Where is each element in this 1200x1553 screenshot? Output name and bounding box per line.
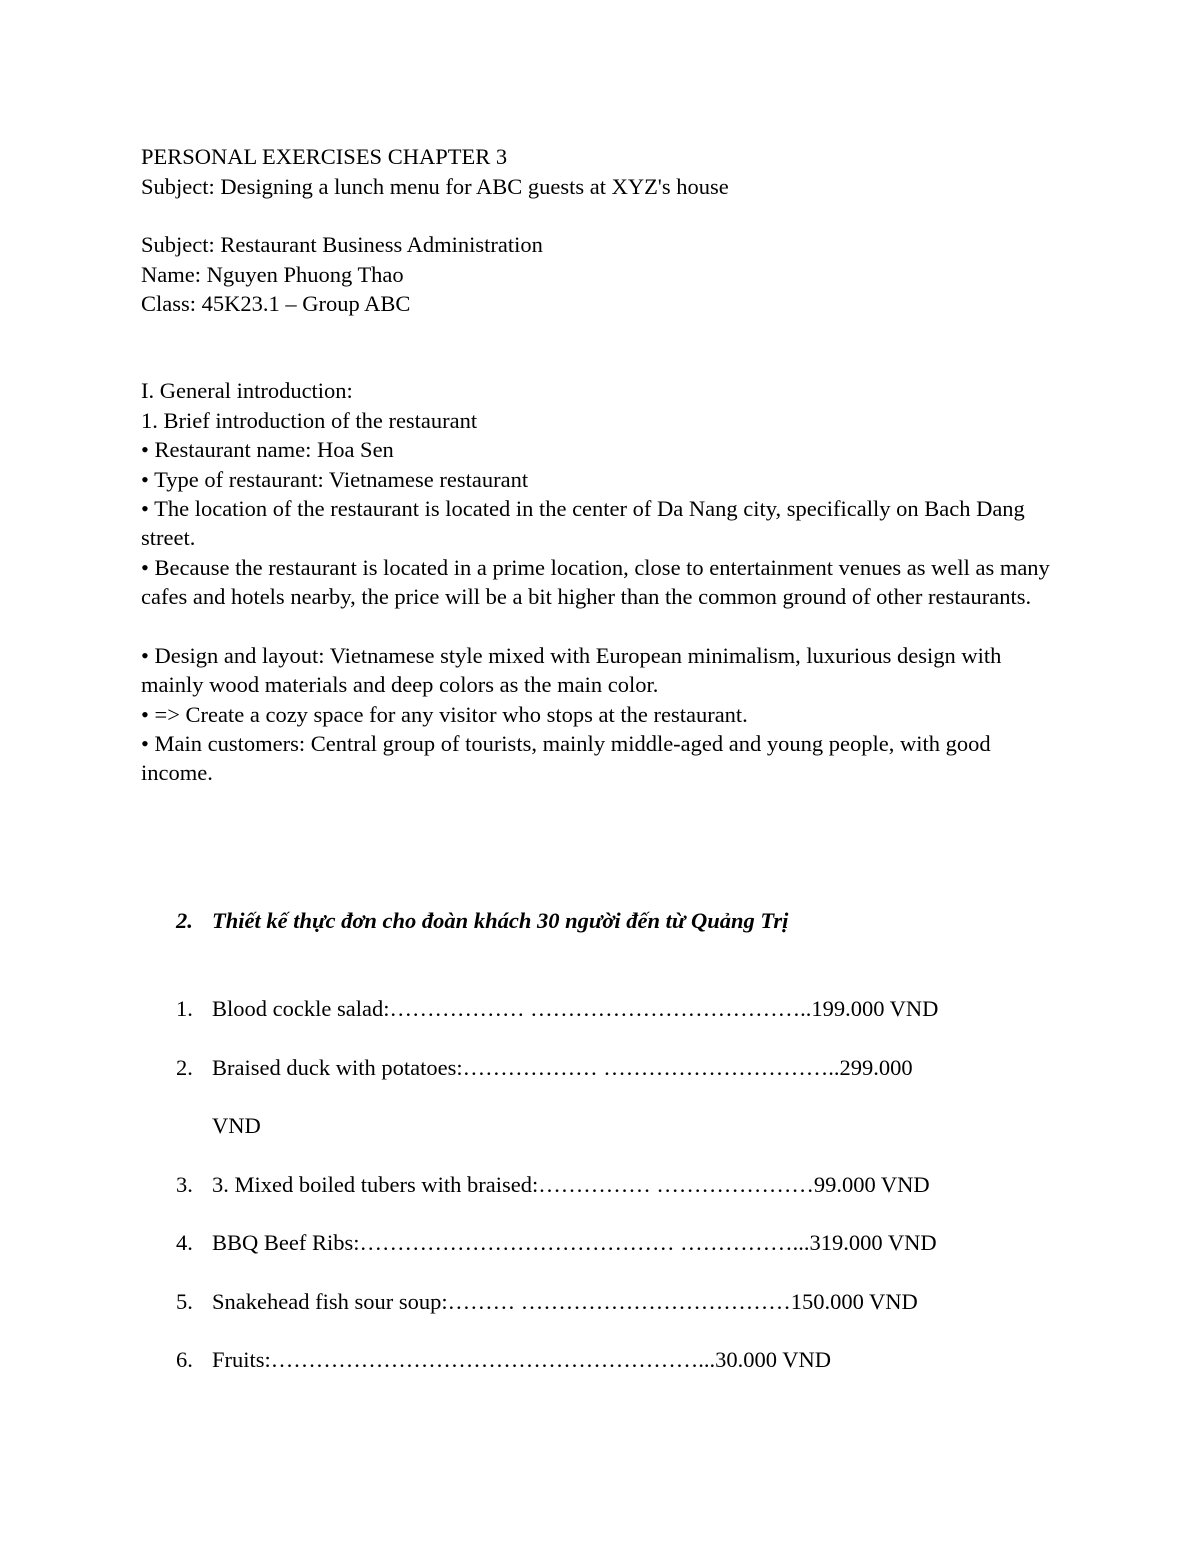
document-title: PERSONAL EXERCISES CHAPTER 3 (141, 144, 508, 169)
menu-item (176, 1170, 930, 1199)
menu-item-number: 4. (176, 1230, 193, 1255)
menu-item-number: 3. (176, 1172, 193, 1197)
subject-course: Subject: Restaurant Business Administration (141, 232, 543, 257)
menu-item-text: Blood cockle salad:……………… ………………………………..199.000 VND (212, 996, 939, 1021)
bullet-restaurant-name: • Restaurant name: Hoa Sen (141, 437, 394, 462)
menu-item-text: BBQ Beef Ribs:…………………………………… ……………...319.000 VND (212, 1230, 937, 1255)
menu-heading-text: Thiết kế thực đơn cho đoàn khách 30 người đến từ Quảng Trị (212, 908, 789, 933)
menu-item (176, 1053, 913, 1082)
bullet-price: • Because the restaurant is located in a prime location, close to entertainment venues as well as many cafes and hotels nearby, the price will be a bit higher than the common ground of other restaurants. (141, 555, 1050, 610)
menu-item-text: Fruits:…………………………………………………...30.000 VND (212, 1347, 831, 1372)
menu-item-text: Braised duck with potatoes:……………… …………………………..299.000 (212, 1055, 913, 1080)
menu-item-number: 6. (176, 1347, 193, 1372)
menu-item-text-continuation: VND (212, 1113, 261, 1138)
sub-heading-brief-introduction: 1. Brief introduction of the restaurant (141, 408, 478, 433)
menu-item (176, 1228, 937, 1257)
menu-item-text: 3. Mixed boiled tubers with braised:…………… …………………99.000 VND (212, 1172, 930, 1197)
bullet-location: • The location of the restaurant is located in the center of Da Nang city, specifically on Bach Dang street. (141, 496, 1025, 551)
class-info: Class: 45K23.1 – Group ABC (141, 291, 411, 316)
student-name: Name: Nguyen Phuong Thao (141, 262, 404, 287)
menu-item-number: 5. (176, 1289, 193, 1314)
menu-item-continuation (176, 1111, 261, 1140)
menu-heading (176, 908, 788, 934)
bullet-cozy-space: • => Create a cozy space for any visitor who stops at the restaurant. (141, 702, 748, 727)
menu-item (176, 994, 938, 1023)
section-heading-general-introduction: I. General introduction: (141, 378, 353, 403)
bullet-design-layout: • Design and layout: Vietnamese style mixed with European minimalism, luxurious design with mainly wood materials and deep colors as the main color. (141, 643, 1002, 698)
menu-heading-number: 2. (176, 908, 193, 933)
bullet-main-customers: • Main customers: Central group of tourists, mainly middle-aged and young people, with good income. (141, 731, 991, 786)
subject-topic: Subject: Designing a lunch menu for ABC guests at XYZ's house (141, 174, 729, 199)
bullet-restaurant-type: • Type of restaurant: Vietnamese restaurant (141, 467, 529, 492)
menu-item-number: 1. (176, 996, 193, 1021)
menu-item (176, 1345, 831, 1374)
menu-item-number: 2. (176, 1055, 193, 1080)
menu-item-text: Snakehead fish sour soup:……… ………………………………150.000 VND (212, 1289, 918, 1314)
menu-item (176, 1287, 918, 1316)
